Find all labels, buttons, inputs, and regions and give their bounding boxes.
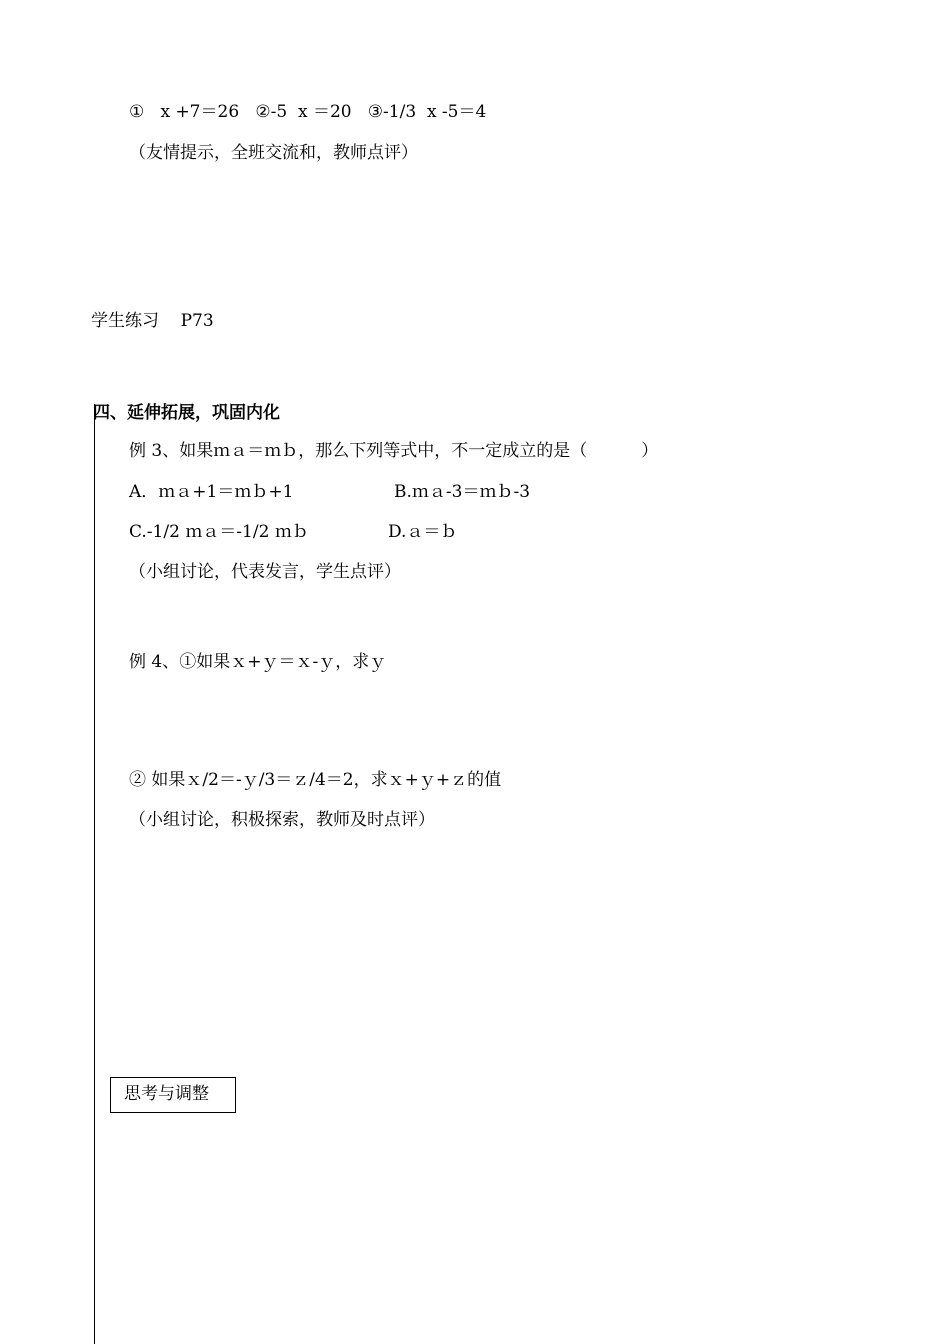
option-d: D.ａ＝ｂ [388, 522, 458, 542]
equations-line: ① x +7＝26 ②-5 x ＝20 ③-1/3 x -5＝4 [129, 102, 487, 122]
reflection-box [110, 1077, 236, 1113]
example4-part1: 例 4、①如果ｘ+ｙ＝ｘ-ｙ，求ｙ [129, 652, 387, 672]
reflection-label: 思考与调整 [124, 1084, 209, 1104]
margin-rule [94, 404, 95, 1344]
option-c: C.-1/2 ｍａ＝-1/2 ｍｂ [129, 522, 309, 542]
practice-label: 学生练习 P73 [91, 311, 214, 331]
example3-question: 例 3、如果ｍａ＝ｍｂ，那么下列等式中，不一定成立的是（ ） [129, 441, 659, 461]
option-b: B.ｍａ-3＝ｍｂ-3 [394, 482, 531, 502]
example3-note: （小组讨论，代表发言，学生点评） [129, 562, 401, 582]
option-a: A．ｍａ+1＝ｍｂ+1 [129, 482, 294, 502]
hint-text: （友情提示，全班交流和，教师点评） [129, 143, 418, 163]
section-heading: 四、延伸拓展，巩固内化 [93, 403, 280, 423]
example4-part2: ② 如果ｘ/2＝-ｙ/3＝ｚ/4＝2，求ｘ+ｙ+ｚ的值 [129, 770, 502, 790]
example4-note: （小组讨论，积极探索，教师及时点评） [129, 810, 435, 830]
